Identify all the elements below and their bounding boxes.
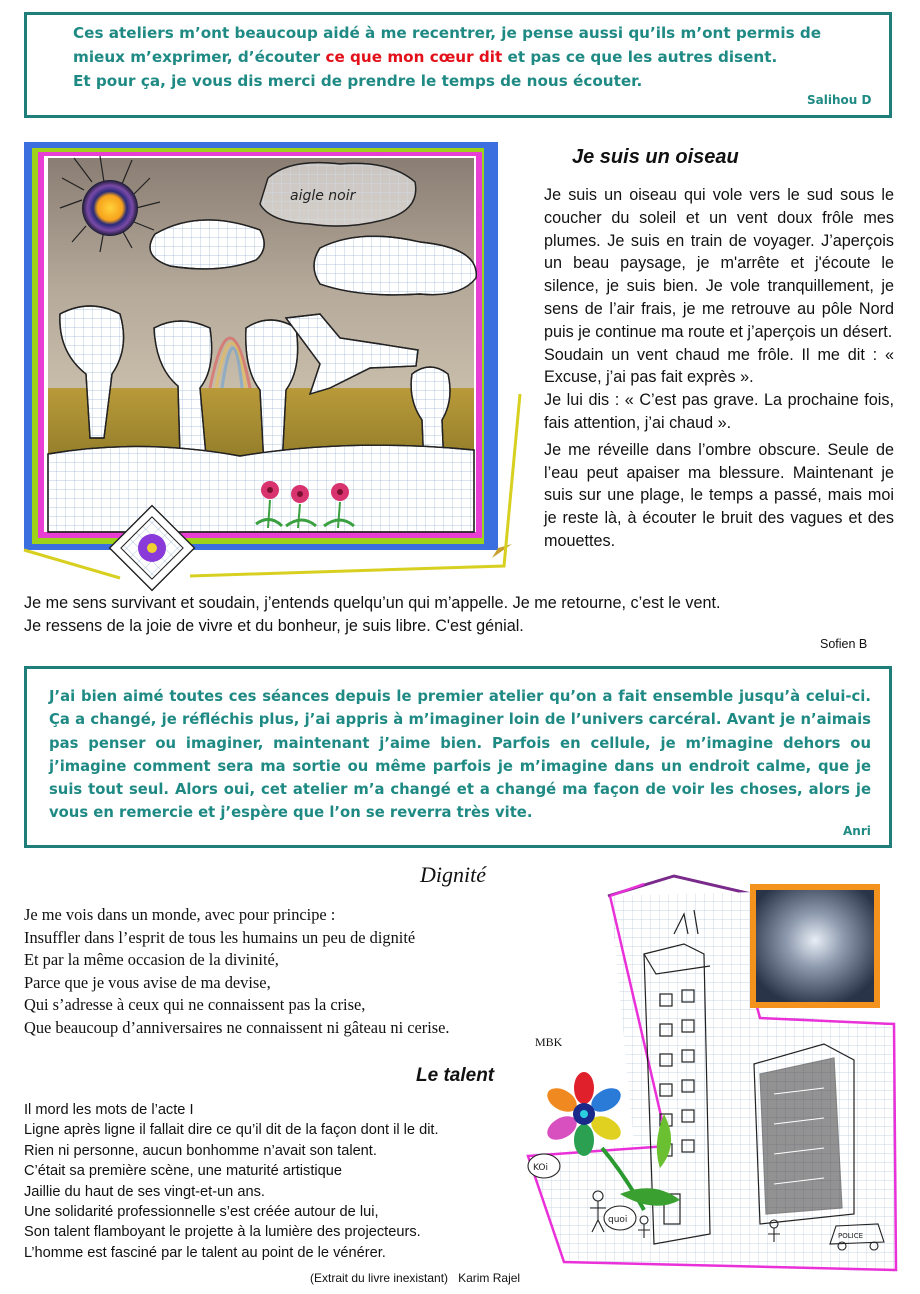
poem-paragraph: Soudain un vent chaud me frôle. Il me dit : « Excuse, j’ai pas fait exprès ». — [544, 345, 894, 387]
poem-title-talent: Le talent — [416, 1065, 495, 1086]
signature-salihou: Salihou D — [807, 93, 872, 107]
signature-anri: Anri — [843, 824, 871, 838]
poem-line: Insuffler dans l’esprit de tous les humains un peu de dignité — [24, 927, 416, 947]
testimonial-box-salihou — [24, 12, 892, 118]
poem-line: L’homme est fasciné par le talent au point de le vénérer. — [24, 1244, 386, 1261]
poem-dignite-body — [24, 904, 584, 1040]
signature-mbk: MBK — [535, 1035, 563, 1049]
poem-paragraph: Je suis un oiseau qui vole vers le sud sous le coucher du soleil et un vent doux frôle mes plumes. Je suis en train de voyager. J’aperçois un beau paysage, je m'arrête et j'écoute le silence, je suis bien. Je vole tranquillement, je sens de l’air frais, je me retrouve au pôle Nord puis je continue ma route et j’aperçois un désert. — [544, 186, 894, 341]
poem-continuation-line: Je ressens de la joie de vivre et du bonheur, je suis libre. C'est génial. — [24, 616, 524, 635]
poem-line: C’était sa première scène, une maturité artistique — [24, 1163, 342, 1180]
poem-line: Une solidarité professionnelle s’est créée autour de lui, — [24, 1204, 379, 1221]
poem-paragraph: Je lui dis : « C’est pas grave. La prochaine fois, fais attention, j’ai chaud ». — [544, 391, 894, 432]
bird-drawing-illustration — [20, 138, 540, 598]
testimonial-part1: Ces ateliers m’ont beaucoup aidé à me recentrer, je pense aussi qu’ils m’ont permis de mieux m’exprimer, d’écouter — [73, 24, 822, 66]
poem-line: Ligne après ligne il fallait dire ce qu’il dit de la façon dont il le dit. — [24, 1122, 439, 1139]
signature-sofien: Sofien B — [820, 637, 868, 651]
poem-oiseau-continuation — [24, 592, 894, 638]
poem-line: Parce que je vous avise de ma devise, — [24, 972, 271, 992]
poem-title-dignite: Dignité — [420, 862, 486, 887]
poem-line: Son talent flamboyant le projette à la lumière des projecteurs. — [24, 1224, 421, 1241]
poem-continuation-line: Je me sens survivant et soudain, j’entends quelqu’un qui m’appelle. Je me retourne, c’est le vent. — [24, 594, 721, 612]
poem-paragraph: Je me réveille dans l’ombre obscure. Seule de l’eau peut apaiser ma blessure. Maintenant je suis sur une plage, le temps a passé, mais moi je reste là, à écouter le bruit des vagues et des mouettes. — [544, 440, 894, 550]
poem-line: Et par la même occasion de la divinité, — [24, 950, 279, 970]
poem-line: Rien ni personne, aucun bonhomme n’avait son talent. — [24, 1142, 377, 1159]
poem-title-oiseau: Je suis un oiseau — [572, 146, 739, 168]
testimonial-line3: Et pour ça, je vous dis merci de prendre le temps de nous écouter. — [73, 72, 643, 90]
speech-bubble-text: KOi — [533, 1163, 548, 1173]
testimonial-part2: et pas ce que les autres disent. — [502, 48, 778, 66]
testimonial-box-anri — [24, 666, 892, 848]
poem-line: Jaillie du haut de ses vingt-et-un ans. — [24, 1183, 265, 1200]
poem-oiseau-body — [544, 184, 894, 553]
testimonial-highlight: ce que mon cœur dit — [325, 48, 503, 66]
poem-talent-body — [24, 1100, 544, 1263]
poem-line: Qui s’adresse à ceux qui ne connaissent pas la crise, — [24, 995, 366, 1015]
poem-line: Je me vois dans un monde, avec pour principe : — [24, 905, 336, 924]
police-car-label: POLICE — [838, 1232, 864, 1240]
poem-line: Que beaucoup d’anniversaires ne connaissent ni gâteau ni cerise. — [24, 1017, 450, 1037]
city-drawing-illustration — [524, 874, 916, 1280]
testimonial-text — [73, 21, 873, 93]
poem-author: Karim Rajel — [458, 1271, 521, 1285]
poem-line: Il mord les mots de l’acte I — [24, 1102, 194, 1118]
testimonial-text: J’ai bien aimé toutes ces séances depuis le premier atelier qu’on a fait ensemble jusqu’à celui-ci. Ça a changé, je réfléchis plus, j’ai appris à m’imaginer loin de l’univers carcéral. Avant je n’aimais pas penser ou imaginer, maintenant j’aime bien. Parfois en cellule, je m’imagine dehors ou j’imagine comment sera ma sortie ou même parfois je m’imagine dans un endroit calme, que je suis tout seul. Alors oui, cet atelier m’a changé et a changé ma façon de voir les choses, alors je vous en remercie et j’espère que l’on se reverra très vite. — [49, 688, 871, 822]
drawing-handwriting: aigle noir — [290, 188, 356, 204]
speech-bubble-text: quoi — [608, 1215, 628, 1225]
poem-source — [310, 1271, 520, 1285]
poem-source-title: (Extrait du livre inexistant) — [310, 1271, 449, 1285]
